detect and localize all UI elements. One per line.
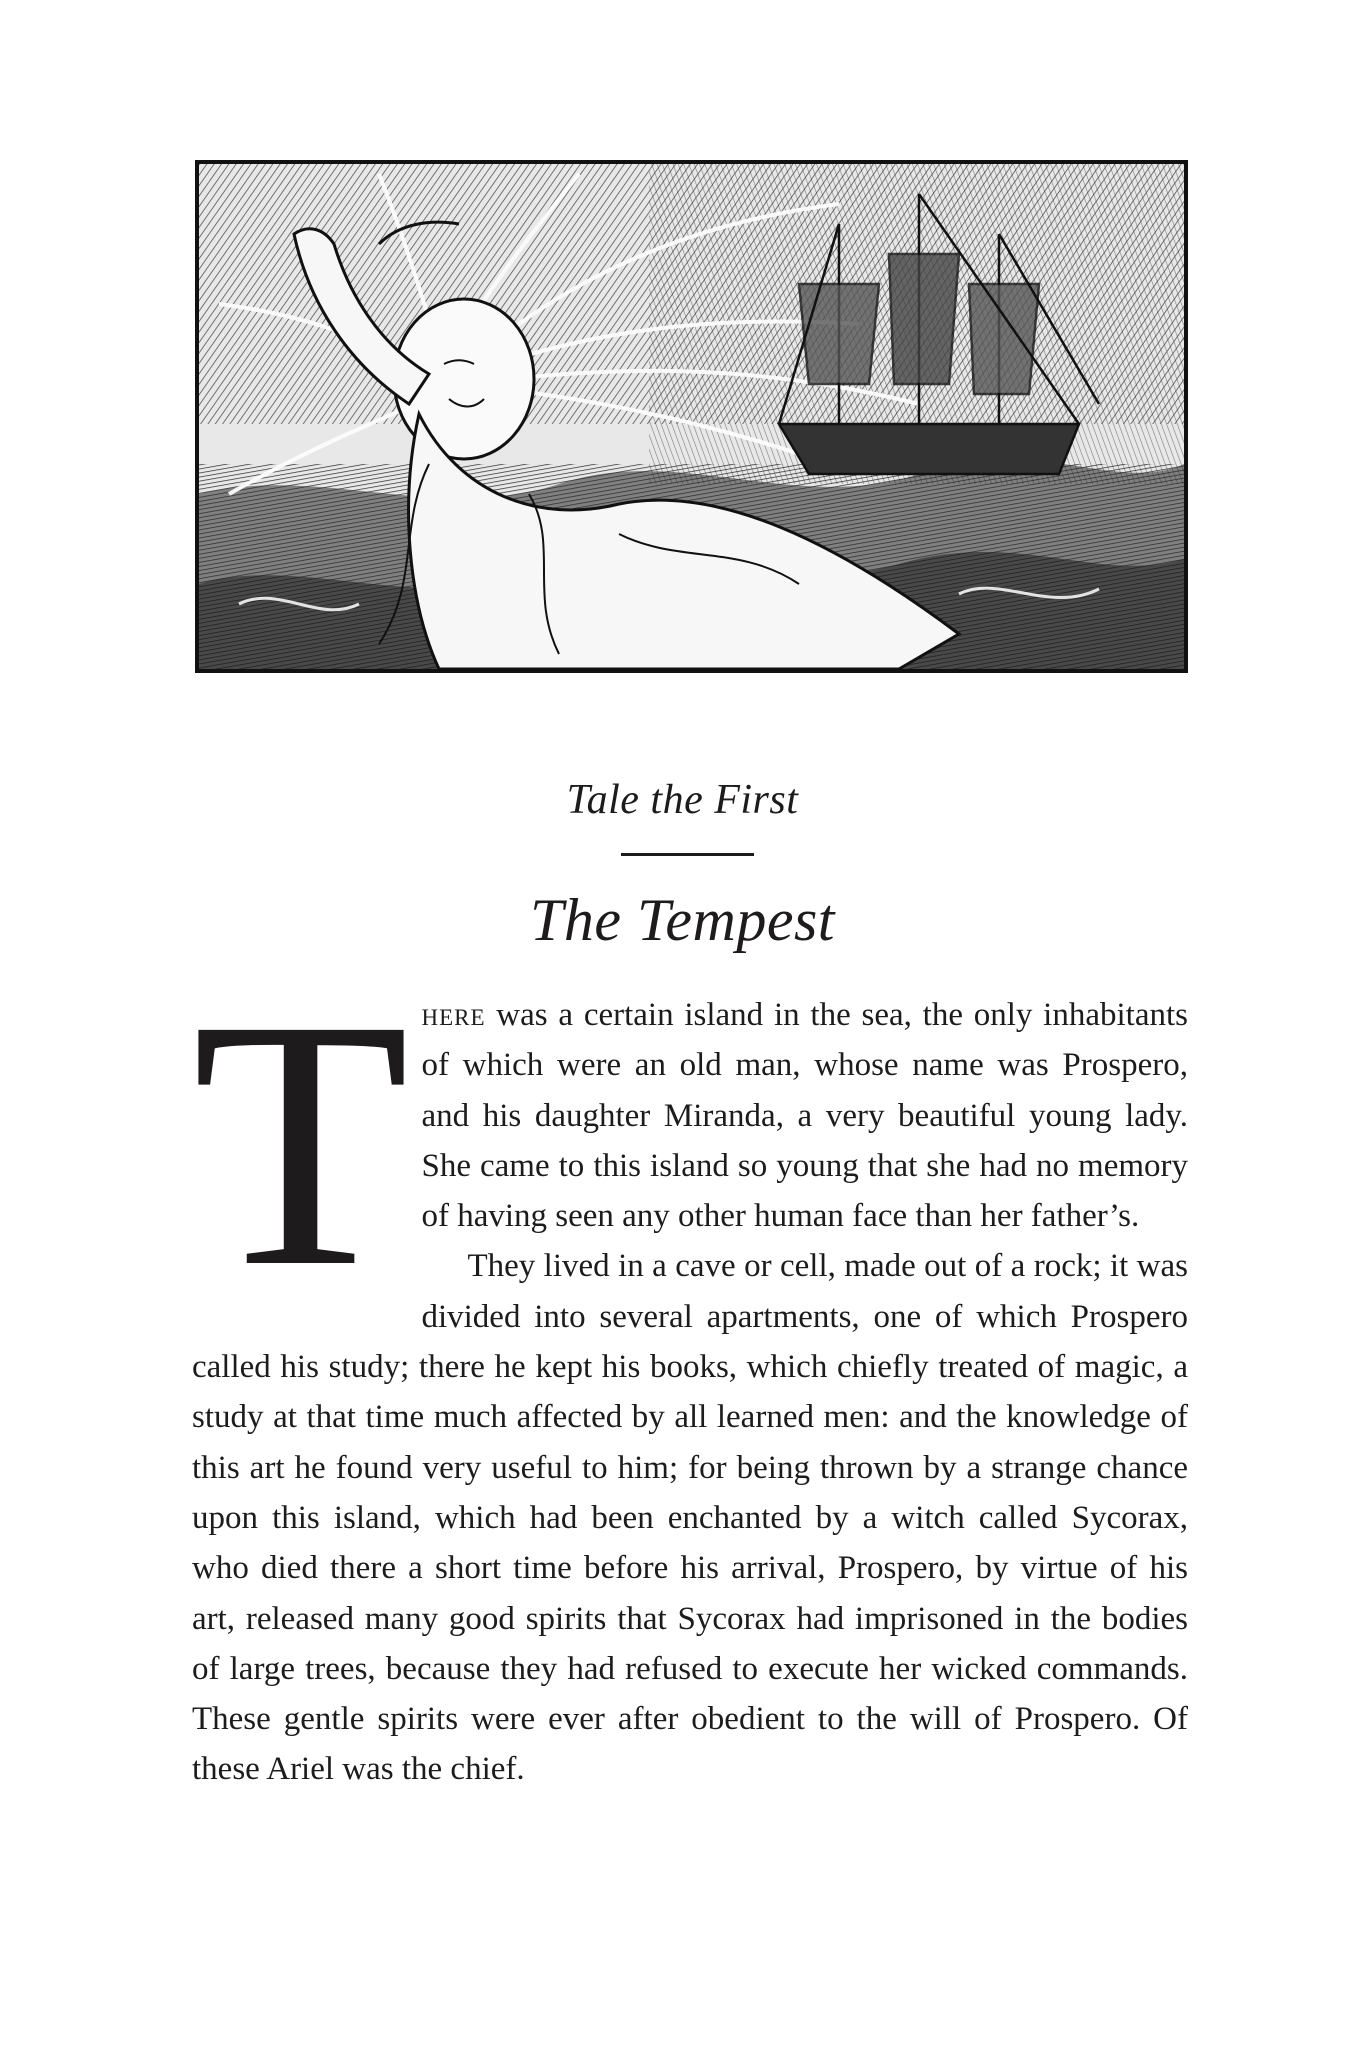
opening-small-caps: here — [421, 997, 486, 1033]
drop-cap: T — [192, 947, 410, 1341]
tale-heading: Tale the First — [566, 777, 799, 823]
title-divider — [621, 853, 754, 856]
paragraph-2: They lived in a cave or cell, made out of a rock; it was divided into several apartments, one of which Prospero called his study; there he kept his books, which chiefly treated of magic, a study at that time much affected by all learned men: and the knowledge of this art he found very useful to him; for being thrown by a strange chance upon this island, which had been enchanted by a witch called Sycorax, who died there a short time before his arrival, Prospero, by virtue of his art, released many good spirits that Sycorax had imprisoned in the bodies of large trees, because they had refused to execute her wicked commands. These gentle spirits were ever after obedient to the will of Prospero. Of these Ariel was the chief. — [192, 1248, 1188, 1788]
body-text — [192, 947, 1188, 1795]
engraving-sea-spirit-and-ship — [199, 164, 1184, 669]
paragraph-1-text: was a certain island in the sea, the only inhabitants of which were an old man, whose name was Prospero, and his daughter Miranda, a very beautiful young lady. She came to this island so young that she had no memory of having seen any other human face than her father’s. — [421, 997, 1188, 1235]
tempest-illustration — [195, 160, 1188, 673]
chapter-title: The Tempest — [530, 887, 835, 953]
